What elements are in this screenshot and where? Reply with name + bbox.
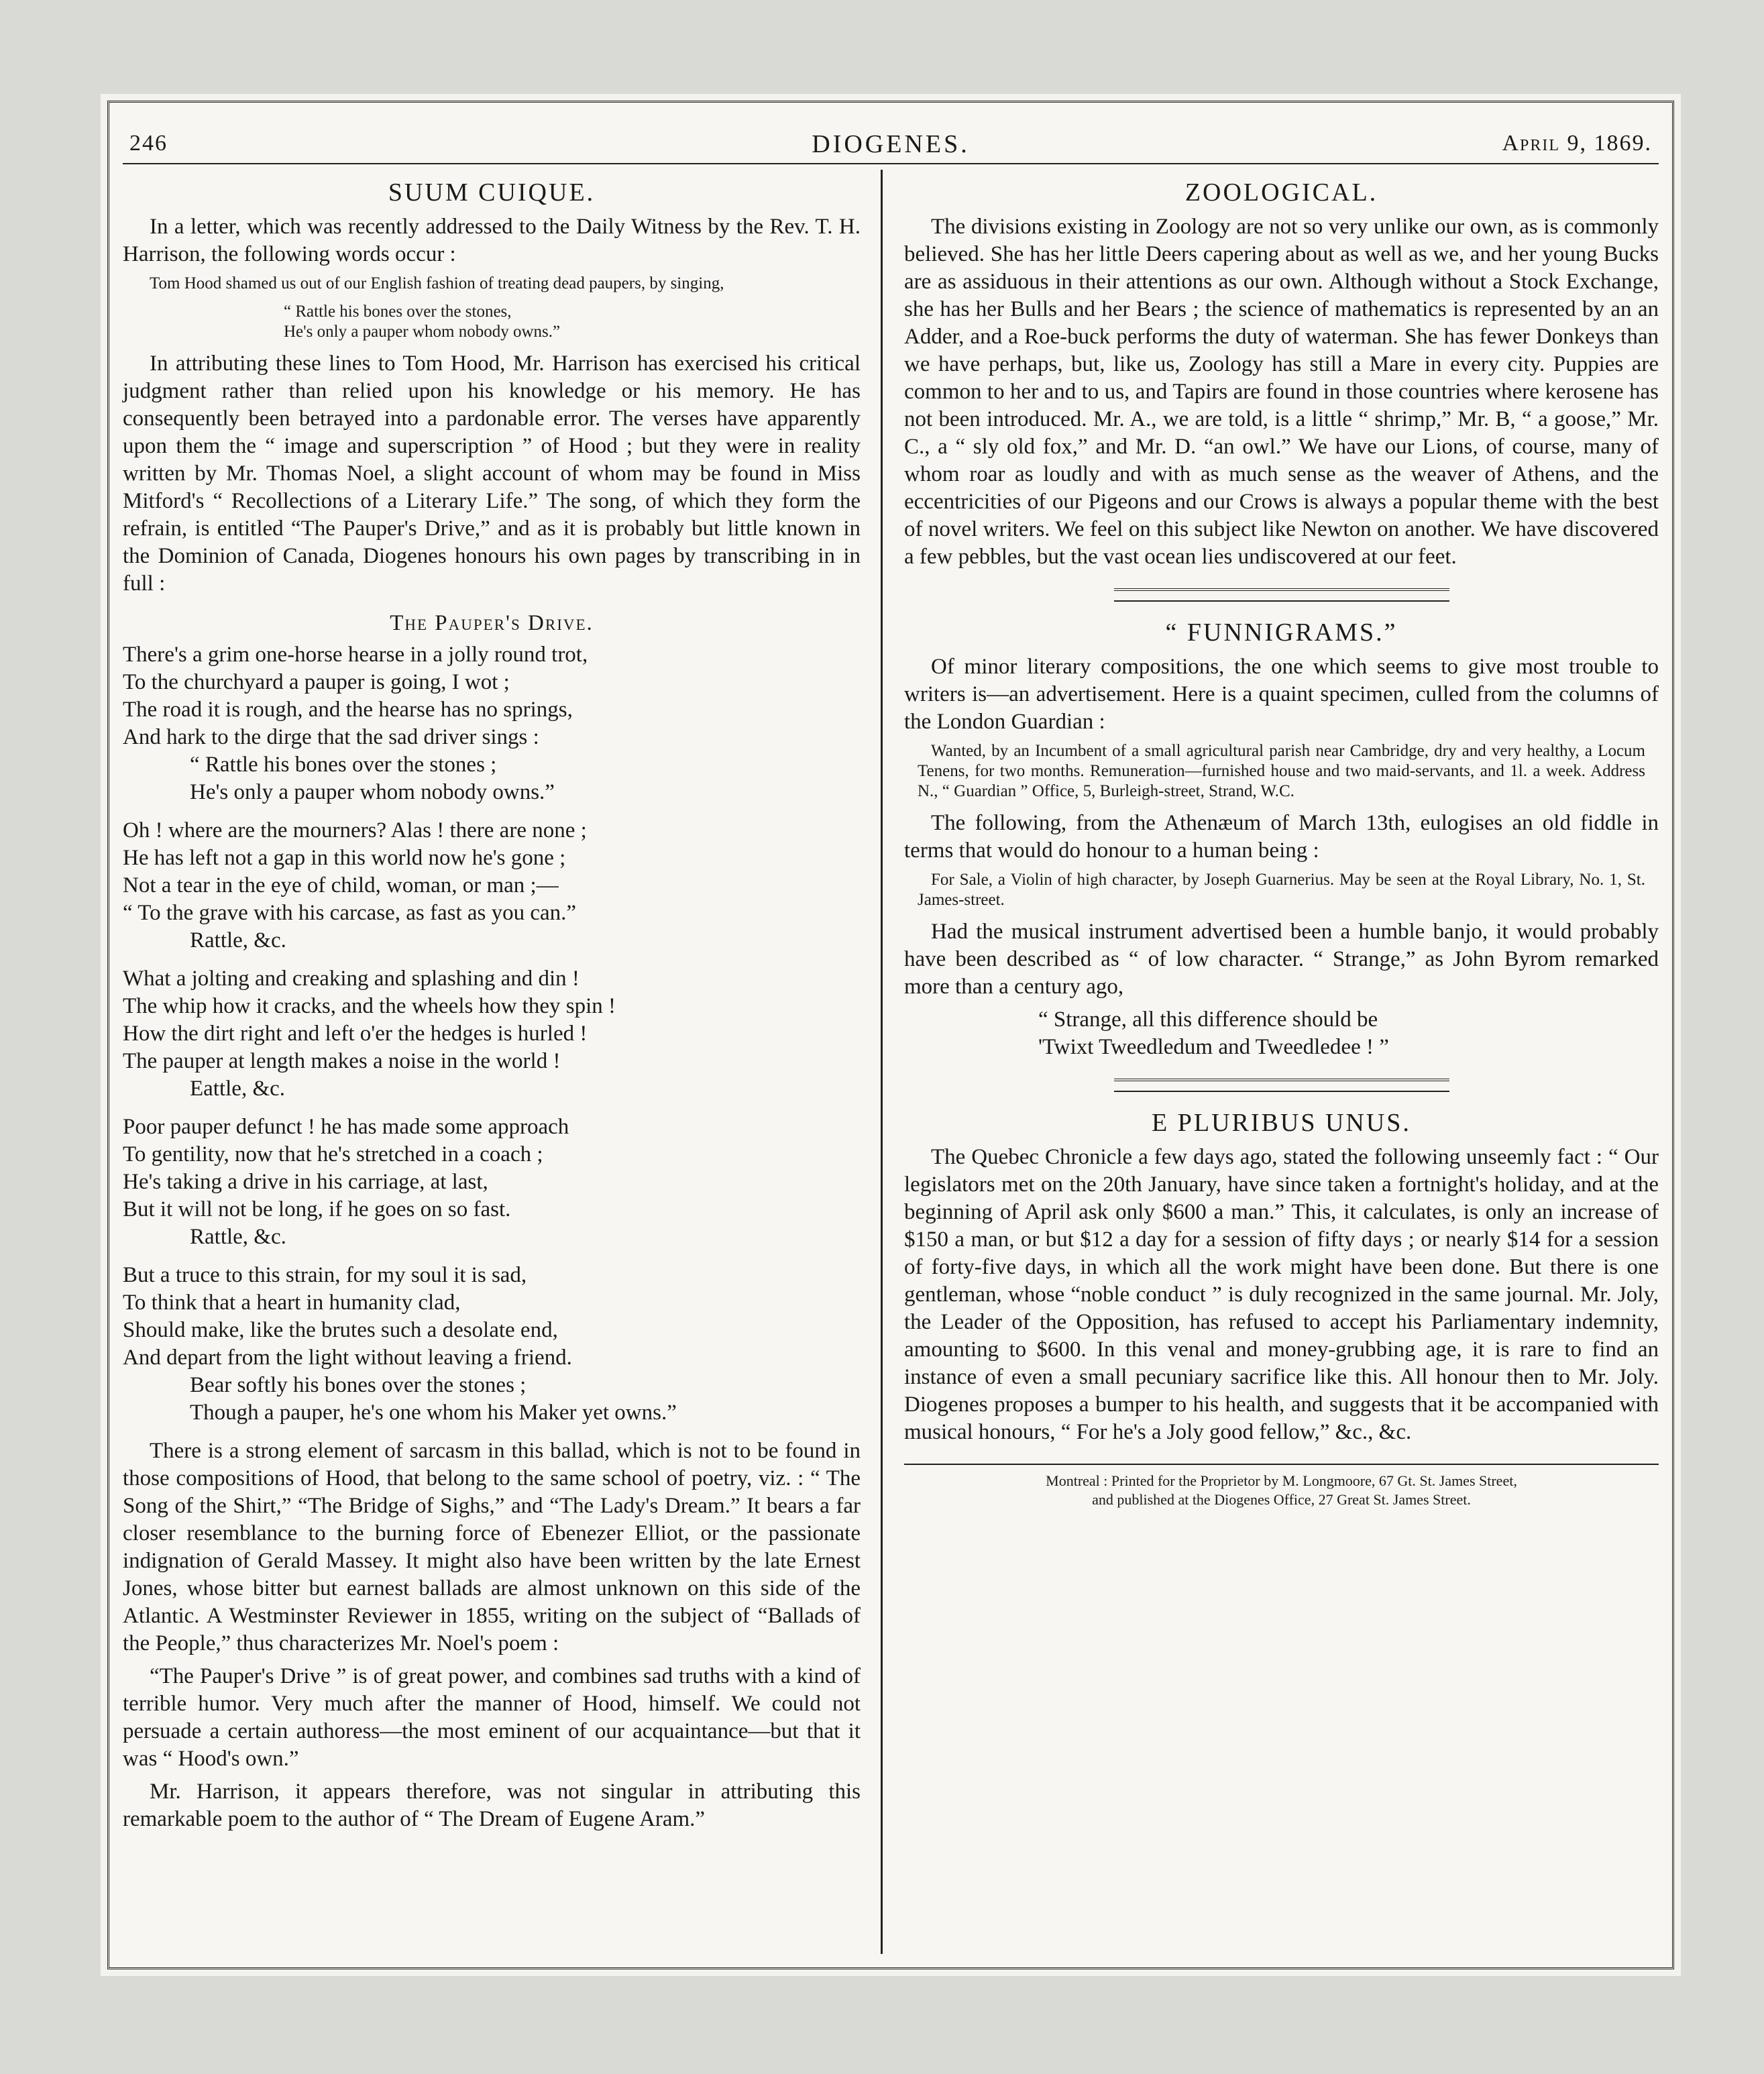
poem-line: Poor pauper defunct ! he has made some approach	[123, 1115, 569, 1139]
newspaper-page	[107, 101, 1674, 1969]
poem-stanza	[123, 641, 861, 806]
poem-line: Oh ! where are the mourners? Alas ! there are none ;	[123, 818, 587, 842]
intro-paragraph: In a letter, which was recently addressed to the Daily Witness by the Rev. T. H. Harrison, the following words occur :	[123, 215, 861, 266]
verse-line: He's only a pauper whom nobody owns.”	[284, 323, 561, 341]
poem-line: Bear softly his bones over the stones ;	[190, 1373, 527, 1397]
verse-line: “ Rattle his bones over the stones,	[284, 303, 512, 321]
poem-line: He has left not a gap in this world now he's gone ;	[123, 846, 566, 870]
poem-line: To gentility, now that he's stretched in a coach ;	[123, 1142, 543, 1166]
poem-line: And hark to the dirge that the sad driver sings :	[123, 725, 539, 749]
article-title-funnigrams: “ FUNNIGRAMS.”	[1165, 618, 1398, 647]
poem-line: The whip how it cracks, and the wheels how they spin !	[123, 994, 616, 1018]
paragraph: Mr. Harrison, it appears therefore, was not singular in attributing this remarkable poem to the author of “ The Dream of Eugene Aram.”	[123, 1780, 861, 1831]
poem-line: The pauper at length makes a noise in the world !	[123, 1049, 561, 1073]
poem-line: He's only a pauper whom nobody owns.”	[190, 780, 555, 804]
advertisement-quote: For Sale, a Violin of high character, by Joseph Guarnerius. May be seen at the Royal Library, No. 1, St. James-street.	[918, 871, 1645, 909]
poem-line: Should make, like the brutes such a desolate end,	[123, 1318, 558, 1342]
poem-stanza	[123, 1113, 861, 1251]
advertisement-quote: Wanted, by an Incumbent of a small agricultural parish near Cambridge, dry and very healthy, a Locum Tenens, for two months. Remuneration—furnished house and two maid-servants, and 1l. a week. Address N., “ Guardian ” Office, 5, Burleigh-street, Strand, W.C.	[918, 742, 1645, 800]
paragraph: The divisions existing in Zoology are not so very unlike our own, as is commonly believed. She has her little Deers capering about as well as we, and her young Bucks are as assiduous in their attentions as our own. Although without a Stock Exchange, she has her Bulls and her Bears ; the science of mathematics is represented by an an Adder, and a Roe-buck performs the duty of waterman. She has fewer Donkeys than we have perhaps, but, like us, Zoology has still a Mare in every city. Puppies are common to her and to us, and Tapirs are found in those countries where kerosene has not been introduced. Mr. A., we are told, is a little “ shrimp,” Mr. B, “ a goose,” Mr. C., a “ sly old fox,” and Mr. D. “an owl.” We have our Lions, of course, many of whom roar as loudly and with as much sense as the weaver of Athens, and the eccentricities of our Pigeons and our Crows is always a popular theme with the best of novel writers. We feel on this subject like Newton on another. We have discovered a few pebbles, but the vast ocean lies undiscovered at our feet.	[904, 215, 1659, 569]
poem-title: The Pauper's Drive.	[390, 611, 594, 635]
page-header	[123, 123, 1659, 164]
section-rule	[1114, 1079, 1449, 1092]
poem-line: Rattle, &c.	[190, 1225, 286, 1249]
poem-line: But a truce to this strain, for my soul it is sad,	[123, 1263, 527, 1287]
poem-stanza	[123, 817, 861, 954]
poem-line: Eattle, &c.	[190, 1077, 286, 1101]
article-title-e-pluribus-unus: E PLURIBUS UNUS.	[1152, 1109, 1411, 1137]
column-divider	[881, 170, 883, 1954]
poem-line: The road it is rough, and the hearse has no springs,	[123, 698, 573, 722]
poem-line: “ Rattle his bones over the stones ;	[190, 753, 497, 777]
quoted-verse	[284, 302, 861, 342]
imprint-line: Montreal : Printed for the Proprietor by M. Longmoore, 67 Gt. St. James Street,	[1046, 1472, 1517, 1489]
poem-stanza	[123, 1262, 861, 1427]
printer-imprint	[904, 1464, 1659, 1509]
article-title-suum-cuique: SUUM CUIQUE.	[388, 178, 596, 207]
poem-line: What a jolting and creaking and splashing and din !	[123, 967, 580, 991]
right-column	[904, 176, 1659, 1509]
letter-quote: Tom Hood shamed us out of our English fashion of treating dead paupers, by singing,	[150, 274, 724, 292]
paragraph: The following, from the Athenæum of March 13th, eulogises an old fiddle in terms that would do honour to a human being :	[904, 811, 1659, 863]
paragraph: The Quebec Chronicle a few days ago, stated the following unseemly fact : “ Our legislators met on the 20th January, have since taken a fortnight's holiday, and at the beginning of April ask only $600 a man.” This, it calculates, is only an increase of $150 a man, or but $12 a day for a session of fifty days ; or nearly $14 for a session of forty-five days, in which all the work might have been done. But there is one gentleman, whose “noble conduct ” is duly recognized in the same journal. Mr. Joly, the Leader of the Opposition, has refused to accept his Parliamentary indemnity, amounting to $600. In this venal and money-grubbing age, it is rare to find an instance of even a small pecuniary sacrifice like this. All honour then to Mr. Joly. Diogenes proposes a bumper to his health, and suggests that it be accompanied with musical honours, “ For he's a Joly good fellow,” &c., &c.	[904, 1145, 1659, 1444]
poem-line: But it will not be long, if he goes on so fast.	[123, 1197, 511, 1221]
poem-line: “ To the grave with his carcase, as fast as you can.”	[123, 901, 577, 925]
paragraph: “The Pauper's Drive ” is of great power, and combines sad truths with a kind of terrible humor. Very much after the manner of Hood, himself. We could not persuade a certain authoress—the most eminent of our acquaintance—but that it was “ Hood's own.”	[123, 1664, 861, 1771]
poem-line: Rattle, &c.	[190, 928, 286, 952]
poem-line: Not a tear in the eye of child, woman, or man ;—	[123, 873, 559, 897]
issue-date: April 9, 1869.	[1502, 131, 1652, 156]
article-title-zoological: ZOOLOGICAL.	[1184, 178, 1378, 207]
poem-line: How the dirt right and left o'er the hedges is hurled !	[123, 1022, 588, 1046]
page-number: 246	[129, 131, 168, 156]
paragraph: There is a strong element of sarcasm in this ballad, which is not to be found in those compositions of Hood, that belong to the same school of poetry, viz. : “ The Song of the Shirt,” “The Bridge of Sighs,” and “The Lady's Dream.” It bears a far closer resemblance to the burning force of Ebenezer Elliot, or the passionate indignation of Gerald Massey. It might also have been written by the late Ernest Jones, whose bitter but earnest ballads are almost unknown on this side of the Atlantic. A Westminster Reviewer in 1855, writing on the subject of “Ballads of the People,” thus characterizes Mr. Noel's poem :	[123, 1439, 861, 1655]
paragraph: In attributing these lines to Tom Hood, Mr. Harrison has exercised his critical judgment rather than relied upon his knowledge or his memory. He has consequently been betrayed into a pardonable error. The verses have apparently upon them the “ image and superscription ” of Hood ; but they were in reality written by Mr. Thomas Noel, a slight account of whom may be found in Miss Mitford's “ Recollections of a Literary Life.” The song, of which they form the refrain, is entitled “The Pauper's Drive,” and as it is probably but little known in the Dominion of Canada, Diogenes honours his own pages by transcribing in in full :	[123, 351, 861, 596]
imprint-line: and published at the Diogenes Office, 27 Great St. James Street.	[1092, 1491, 1471, 1508]
poem-line: To think that a heart in humanity clad,	[123, 1291, 461, 1315]
poem-line: To the churchyard a pauper is going, I wot ;	[123, 670, 510, 694]
verse-line: “ Strange, all this difference should be	[1038, 1007, 1378, 1032]
poem-line: He's taking a drive in his carriage, at last,	[123, 1170, 488, 1194]
left-column	[123, 176, 861, 1839]
paragraph: Had the musical instrument advertised been a humble banjo, it would probably have been described as “ of low character. “ Strange,” as John Byrom remarked more than a century ago,	[904, 920, 1659, 999]
poem-stanza	[123, 965, 861, 1103]
paragraph: Of minor literary compositions, the one which seems to give most trouble to writers is—an advertisement. Here is a quaint specimen, culled from the columns of the London Guardian :	[904, 655, 1659, 734]
poem-line: There's a grim one-horse hearse in a jolly round trot,	[123, 643, 588, 667]
masthead-title: DIOGENES.	[812, 130, 970, 158]
section-rule	[1114, 588, 1449, 602]
verse-line: 'Twixt Tweedledum and Tweedledee ! ”	[1038, 1035, 1389, 1059]
poem-line: Though a pauper, he's one whom his Maker yet owns.”	[190, 1401, 677, 1425]
poem-line: And depart from the light without leaving a friend.	[123, 1346, 572, 1370]
byrom-couplet	[1038, 1006, 1659, 1061]
